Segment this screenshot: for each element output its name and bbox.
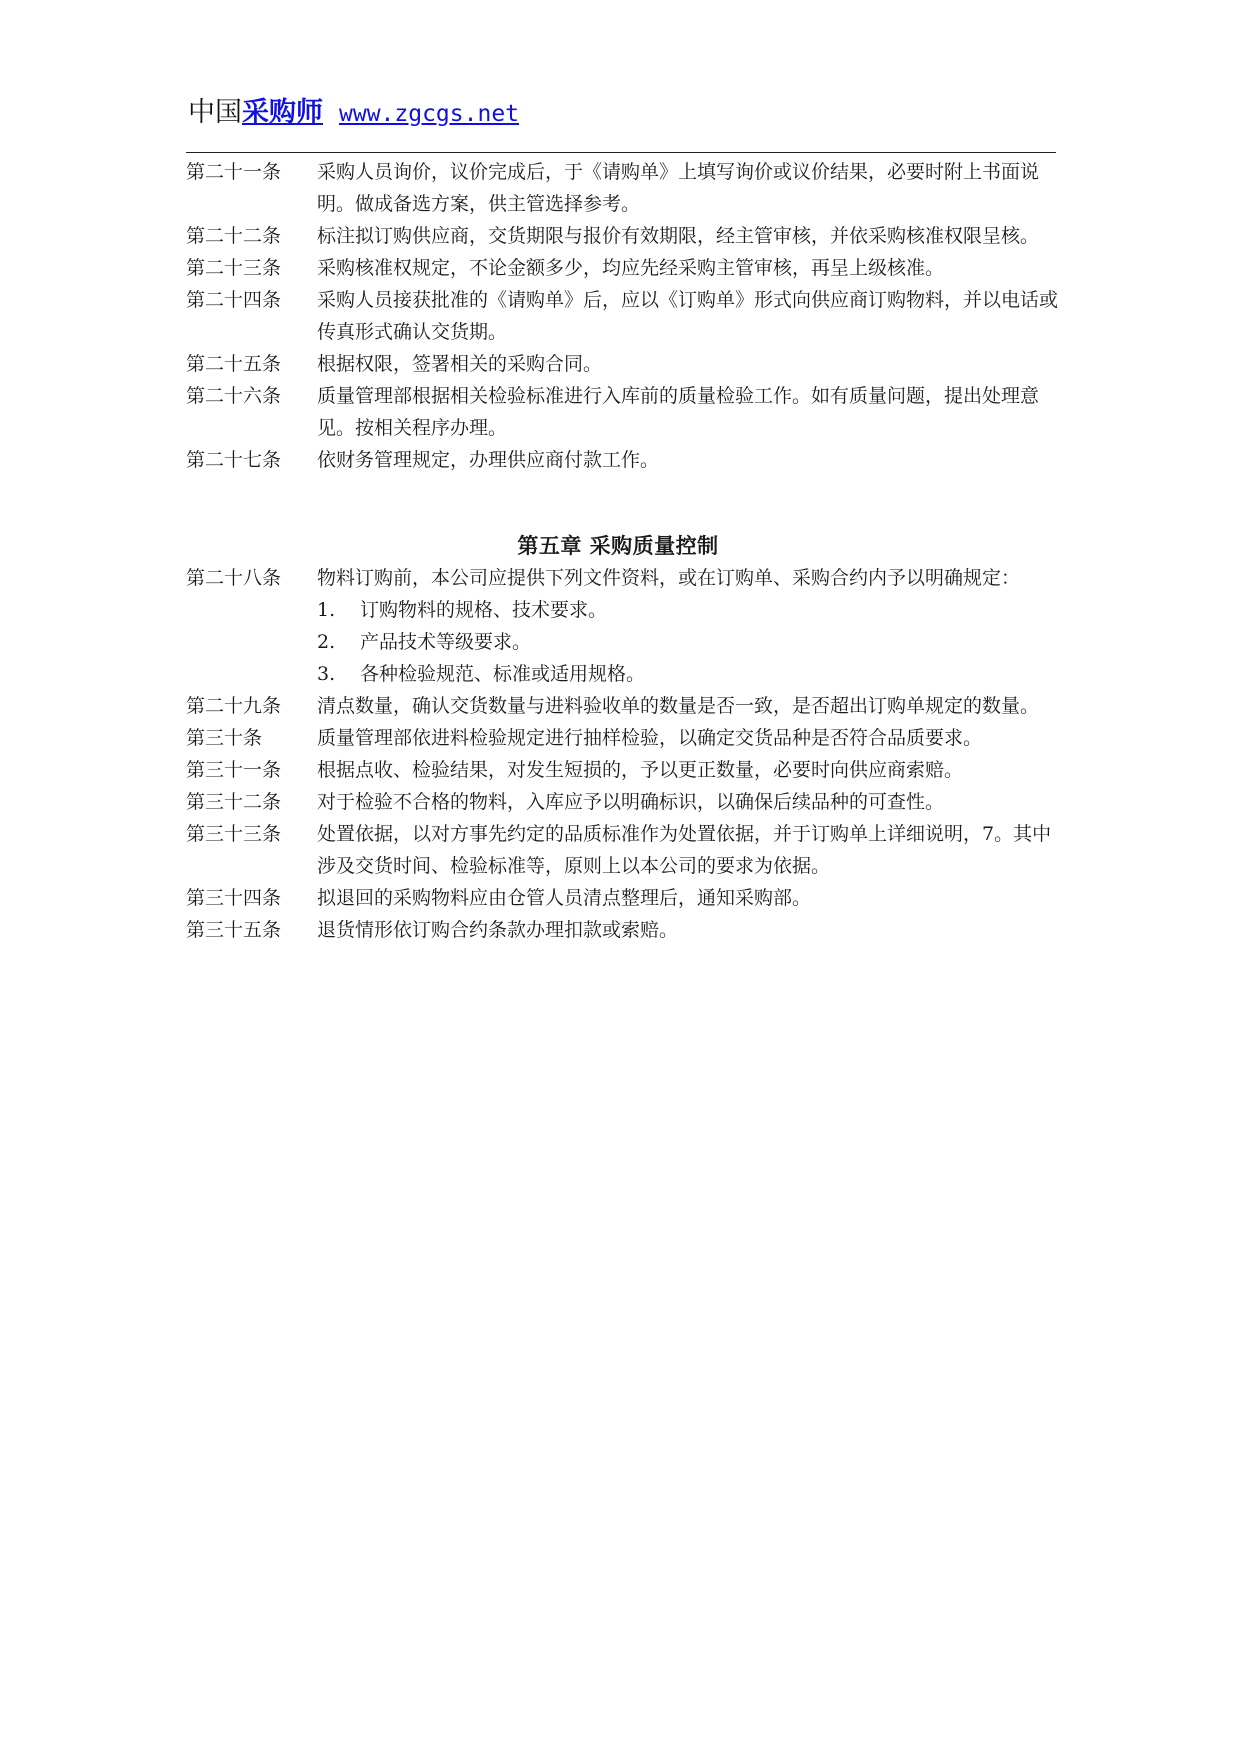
article-number: 第三十三条 [186,823,282,845]
list-item [317,626,1066,658]
article [186,380,1066,444]
list-item-number: 1. [317,599,336,621]
article [186,786,1066,818]
list-item-text: 产品技术等级要求。 [360,631,532,653]
article [186,818,1066,882]
document-body [186,156,1066,946]
list-item [317,658,1066,690]
list-item-text: 各种检验规范、标准或适用规格。 [360,663,646,685]
article-number: 第二十九条 [186,695,282,717]
article-number: 第三十二条 [186,791,282,813]
article-text: 质量管理部根据相关检验标准进行入库前的质量检验工作。如有质量问题，提出处理意见。按相关程序办理。 [317,385,1040,439]
brand-link[interactable]: 采购师 [242,97,323,128]
article-text: 根据点收、检验结果，对发生短损的，予以更正数量，必要时向供应商索赔。 [317,759,964,781]
article [186,252,1066,284]
article-text: 退货情形依订购合约条款办理扣款或索赔。 [317,919,679,941]
article-number: 第二十四条 [186,289,282,311]
article [186,156,1066,220]
article-number: 第二十六条 [186,385,282,407]
article-number: 第二十二条 [186,225,282,247]
article-number: 第三十一条 [186,759,282,781]
article-text: 根据权限，签署相关的采购合同。 [317,353,603,375]
article-number: 第三十四条 [186,887,282,909]
article-number: 第三十条 [186,727,263,749]
article [186,348,1066,380]
article-text: 对于检验不合格的物料，入库应予以明确标识，以确保后续品种的可查性。 [317,791,945,813]
article [186,220,1066,252]
article-number: 第二十一条 [186,161,282,183]
article-text: 采购核准权规定，不论金额多少，均应先经采购主管审核，再呈上级核准。 [317,257,945,279]
article-number: 第二十三条 [186,257,282,279]
article-text: 采购人员接获批准的《请购单》后，应以《订购单》形式向供应商订购物料，并以电话或传真形式确认交货期。 [317,289,1059,343]
article [186,690,1066,722]
article-number: 第二十五条 [186,353,282,375]
article-number: 第二十七条 [186,449,282,471]
site-url-link[interactable]: www.zgcgs.net [339,101,520,127]
article [186,722,1066,754]
article-number: 第二十八条 [186,567,282,589]
article-text: 处置依据，以对方事先约定的品质标准作为处置依据，并于订购单上详细说明，7。其中涉及交货时间、检验标准等，原则上以本公司的要求为依据。 [317,823,1052,877]
article-text: 拟退回的采购物料应由仓管人员清点整理后，通知采购部。 [317,887,812,909]
article [186,754,1066,786]
article-text: 质量管理部依进料检验规定进行抽样检验，以确定交货品种是否符合品质要求。 [317,727,983,749]
article [186,882,1066,914]
list-item-number: 2. [317,631,336,653]
page-header [188,90,519,130]
article-text: 标注拟订购供应商，交货期限与报价有效期限，经主管审核，并依采购核准权限呈核。 [317,225,1040,247]
article-text: 物料订购前，本公司应提供下列文件资料，或在订购单、采购合约内予以明确规定： [317,567,1021,589]
article-text: 依财务管理规定，办理供应商付款工作。 [317,449,660,471]
article-number: 第三十五条 [186,919,282,941]
article-text: 清点数量，确认交货数量与进料验收单的数量是否一致，是否超出订购单规定的数量。 [317,695,1040,717]
requirement-list [186,594,1066,690]
article [186,284,1066,348]
article [186,914,1066,946]
brand-prefix: 中国 [188,97,242,128]
list-item [317,594,1066,626]
article-text: 采购人员询价，议价完成后，于《请购单》上填写询价或议价结果，必要时附上书面说明。做成备选方案，供主管选择参考。 [317,161,1040,215]
chapter-title: 第五章 采购质量控制 [517,533,719,558]
article [186,562,1066,594]
header-divider [186,152,1056,153]
article [186,444,1066,476]
list-item-number: 3. [317,663,336,685]
list-item-text: 订购物料的规格、技术要求。 [360,599,608,621]
